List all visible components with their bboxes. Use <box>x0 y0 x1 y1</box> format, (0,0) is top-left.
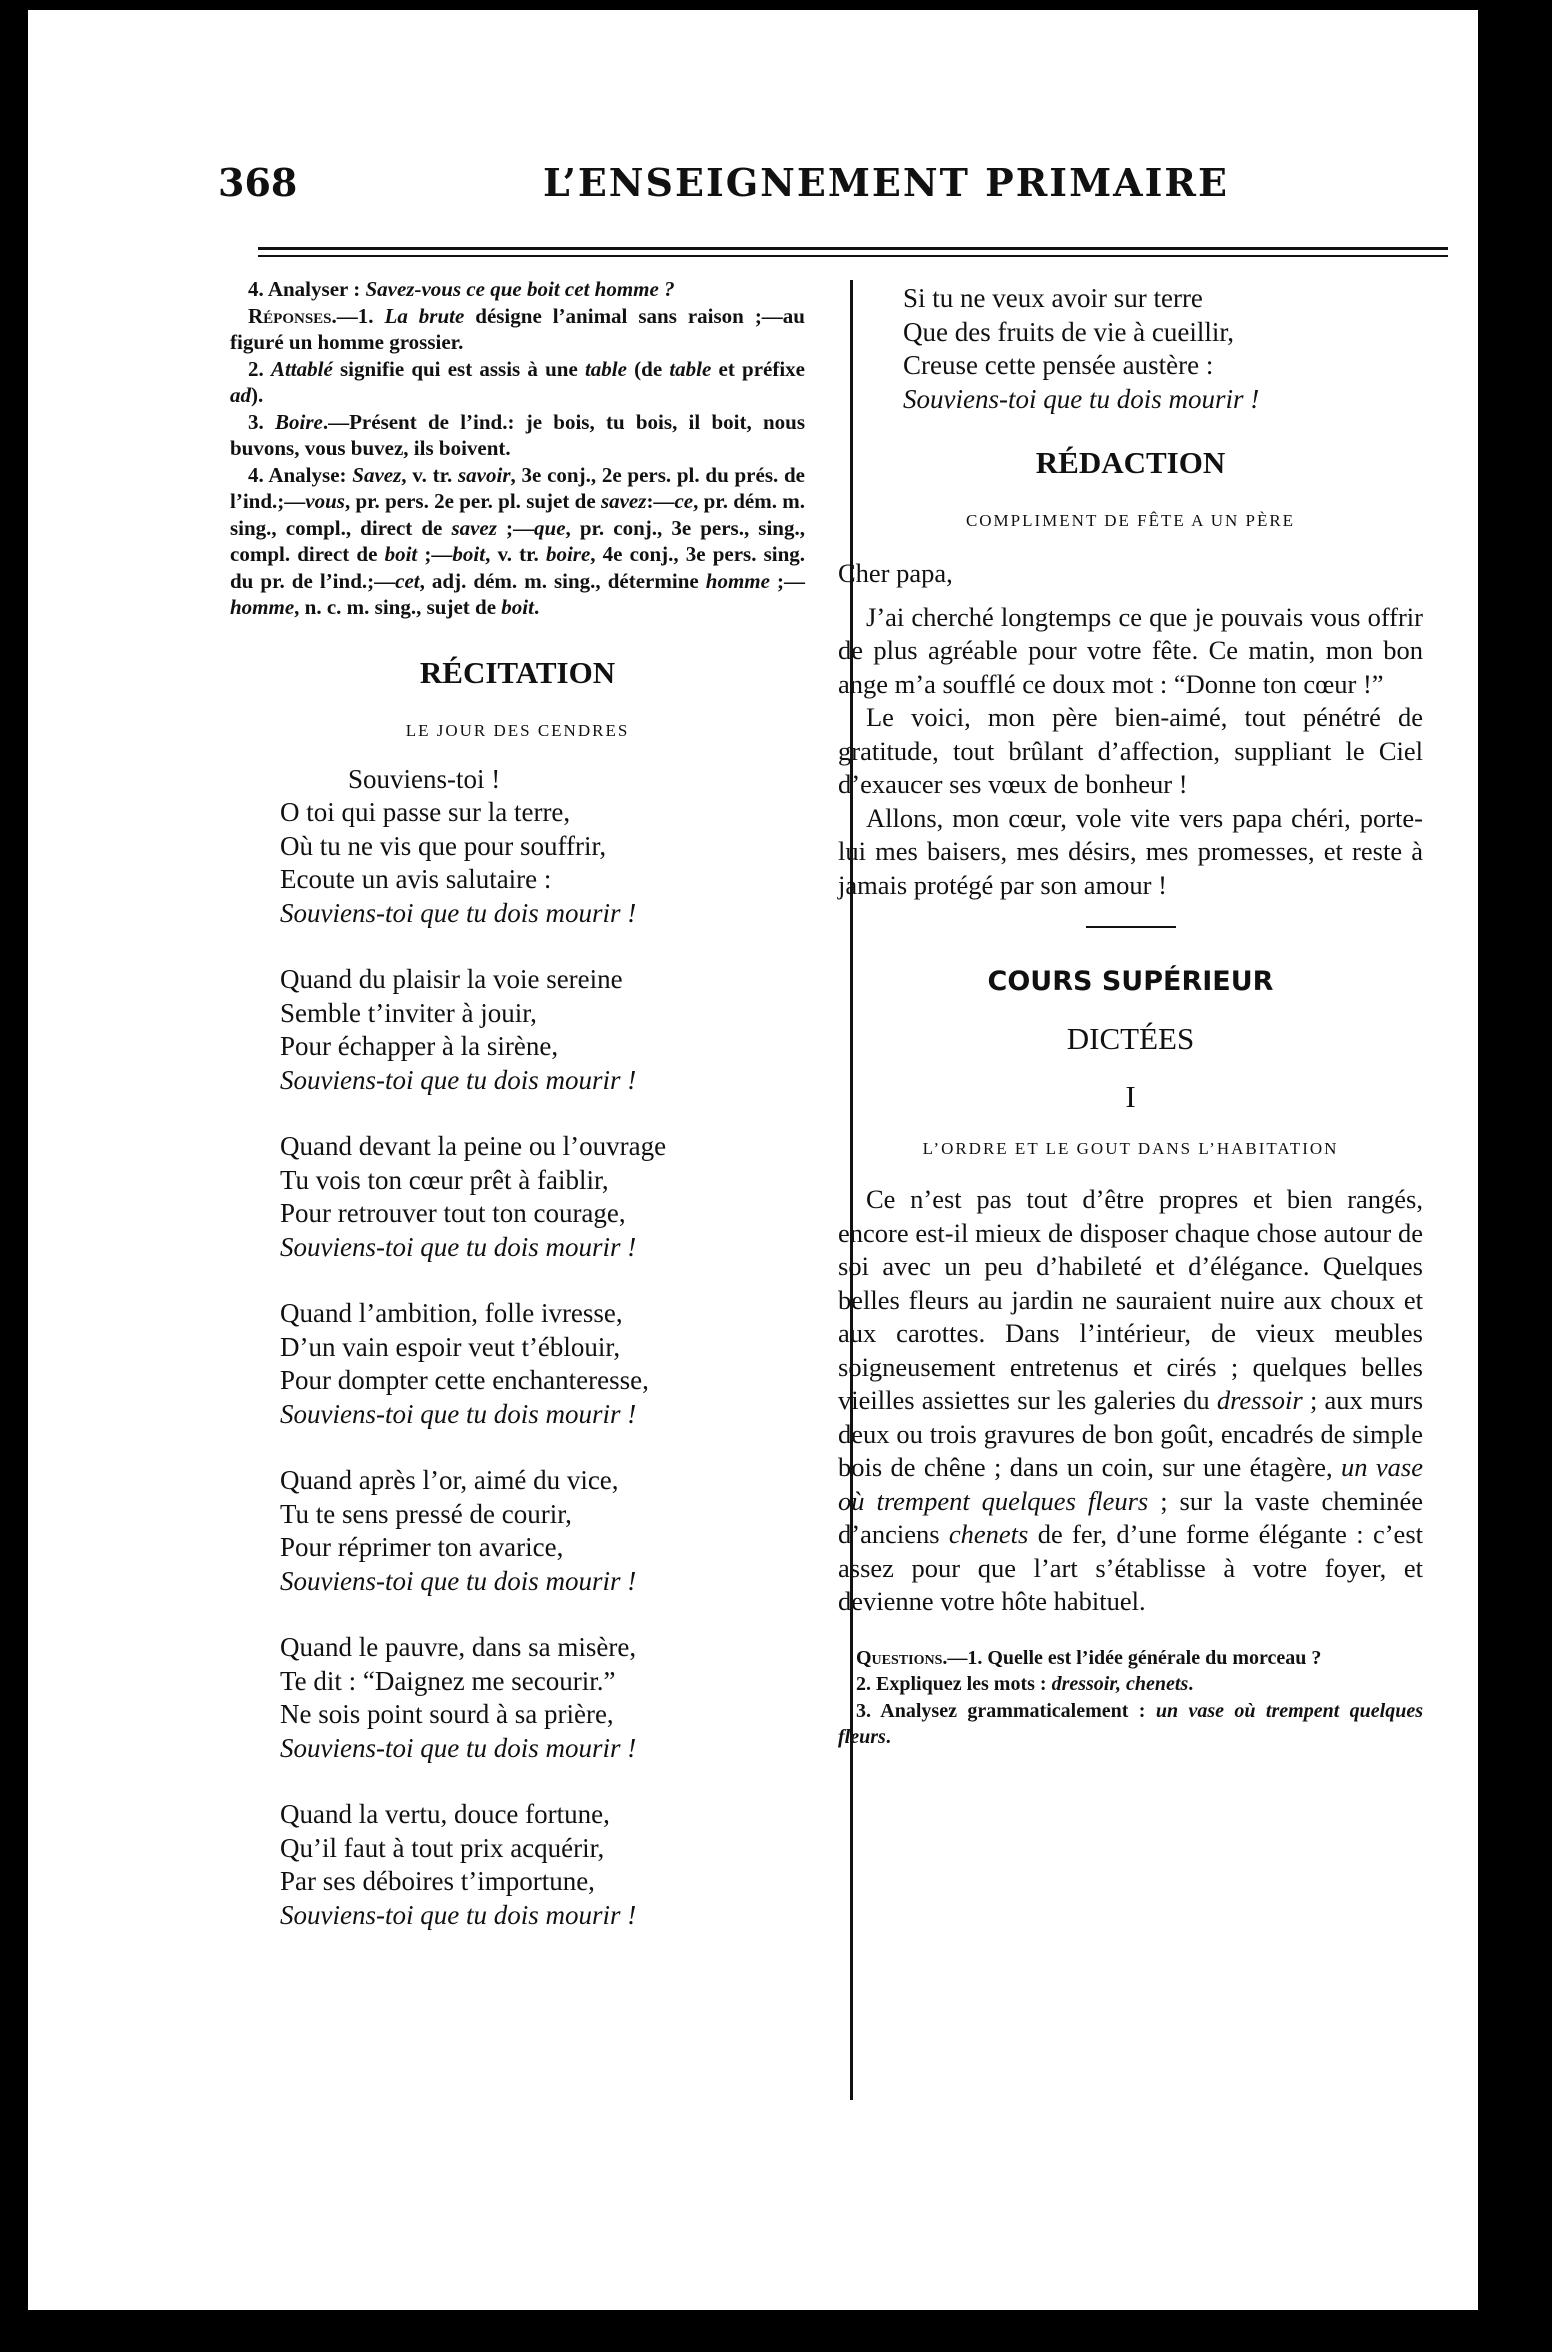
poem-line: Quand après l’or, aimé du vice, <box>280 1465 619 1495</box>
poem-line: Souviens-toi que tu dois mourir ! <box>280 1398 637 1429</box>
poem-line: Semble t’inviter à jouir, <box>280 997 537 1028</box>
poem-line: Quand le pauvre, dans sa misère, <box>280 1632 637 1662</box>
stanza <box>903 282 1423 416</box>
poem-line: Pour échapper à la sirène, <box>280 1031 559 1061</box>
poem-line: Souviens-toi que tu dois mourir ! <box>280 1064 637 1095</box>
dictee-number: I <box>1125 1079 1136 1114</box>
poem-line: Creuse cette pensée austère : <box>903 350 1214 380</box>
text-run: Réponses <box>248 303 332 328</box>
salutation: Cher papa, <box>838 558 953 588</box>
text-run: , v. tr. <box>485 542 546 566</box>
text-run: , adj. dém. m. sing., détermine <box>419 568 706 593</box>
text-run: homme <box>230 595 295 619</box>
text-run: boit <box>501 595 534 619</box>
text-run: .—1. <box>331 303 385 328</box>
letter-body <box>838 601 1423 903</box>
text-run: que <box>534 515 566 540</box>
text-run: savoir <box>458 462 511 487</box>
text-run: ad <box>230 383 251 407</box>
poem-line: Pour retrouver tout ton courage, <box>280 1198 626 1228</box>
text-run: 4. Analyser : <box>248 277 366 301</box>
poem-line: Quand la vertu, douce fortune, <box>280 1799 610 1829</box>
stanza <box>280 1464 805 1598</box>
text-run: vous <box>305 489 345 513</box>
right-column <box>838 282 1423 1751</box>
text-run: 4. Analyse: <box>248 462 353 487</box>
page-number: 368 <box>218 160 298 205</box>
text-run: , 4e conj., 3e pers. sing. du pr. de l’ind.;— <box>230 542 806 593</box>
text-run: un vase où trempent quelques fleurs <box>838 1452 1423 1516</box>
poem <box>230 796 805 1932</box>
text-run: ;— <box>769 568 805 593</box>
text-run: ;— <box>496 515 535 540</box>
text-run: 3. Analysez grammaticalement : <box>856 1699 1156 1722</box>
text-run: . <box>533 595 540 619</box>
text-run: table <box>669 356 712 381</box>
text-run: Attablé <box>270 356 333 381</box>
header-rule <box>258 247 1448 250</box>
question-item <box>838 1645 1423 1672</box>
letter-paragraph: Le voici, mon père bien-aimé, tout pénétré de gratitude, tout brûlant d’affection, suppliant le Ciel d’exaucer ses vœux de bonheur ! <box>838 702 1423 799</box>
poem-line: Souviens-toi que tu dois mourir ! <box>903 383 1260 414</box>
text-run: boire <box>545 542 591 566</box>
poem-line: D’un vain espoir veut t’éblouir, <box>280 1331 621 1362</box>
header-rule-thin <box>258 255 1448 257</box>
poem-line: Souviens-toi que tu dois mourir ! <box>280 1899 637 1930</box>
text-run: 2. <box>248 356 271 381</box>
text-run: La brute <box>384 303 465 328</box>
left-column <box>230 276 805 1932</box>
poem-opening: Souviens-toi ! <box>348 763 501 794</box>
answers-notes <box>230 276 805 621</box>
letter-paragraph: J’ai cherché longtemps ce que je pouvais vous offrir de plus agréable pour votre fête. Ce matin, mon bon ange m’a soufflé ce doux mot : “Donne ton cœur !” <box>838 601 1423 699</box>
text-run: Ce n’est pas tout d’être propres et bien rangés, encore est-il mieux de disposer chaque chose autour de soi avec un peu d’habileté et d’élégance. Quelques belles fleurs au jardin ne sauraient nuire aux choux et aux carottes. Dans l’intérieur, de vieux meubles soigneusement entretenus et cirés ; quelques belles vieilles assiettes sur les galeries du <box>838 1184 1423 1415</box>
poem-last-stanza <box>838 282 1423 416</box>
letter-paragraph: Allons, mon cœur, vole vite vers papa chéri, porte-lui mes baisers, mes désirs, mes promesses, et reste à jamais protégé par son amour ! <box>838 802 1423 900</box>
poem-line: Par ses déboires t’importune, <box>280 1866 595 1896</box>
poem-line: Pour dompter cette enchanteresse, <box>280 1365 649 1395</box>
text-run: savez <box>451 515 497 540</box>
dictees-title: DICTÉES <box>1066 1021 1195 1056</box>
text-run: de fer, d’une forme élégante : c’est assez pour que l’art s’établisse à votre foyer, et devienne votre hôte habituel. <box>838 1519 1423 1616</box>
text-run: , 3e conj., 2e pers. pl. du prés. de l’ind.;— <box>230 462 805 513</box>
redaction-title: RÉDACTION <box>1035 445 1226 480</box>
poem-line: Si tu ne veux avoir sur terre <box>903 283 1203 313</box>
poem-line: Que des fruits de vie à cueillir, <box>903 316 1235 347</box>
text-run: ;— <box>417 542 453 566</box>
redaction-subtitle: COMPLIMENT DE FÊTE A UN PÈRE <box>965 511 1296 530</box>
note-paragraph <box>230 276 805 303</box>
text-run: signifie qui est assis à une <box>332 356 585 381</box>
text-run: table <box>584 356 627 381</box>
text-run: .—Présent de l’ind.: je bois, tu bois, il boit, nous buvons, vous buvez, ils boivent. <box>230 409 806 460</box>
dictee-text <box>838 1183 1423 1619</box>
note-paragraph <box>230 462 805 621</box>
text-run: .—1. Quelle est l’idée générale du morceau ? <box>942 1646 1322 1669</box>
question-item <box>838 1671 1423 1698</box>
text-run: , pr. conj., 3e pers., sing., compl. direct de <box>230 515 805 566</box>
stanza <box>280 963 805 1097</box>
poem-line: Ne sois point sourd à sa prière, <box>280 1699 614 1729</box>
text-run: Questions <box>856 1646 943 1669</box>
text-run: boit <box>384 542 418 566</box>
text-run: chenets <box>948 1519 1029 1549</box>
text-run: boit <box>452 542 486 566</box>
text-run: un vase où trempent quelques fleurs <box>838 1699 1423 1748</box>
stanza <box>280 1297 805 1431</box>
poem-line: Tu vois ton cœur prêt à faiblir, <box>280 1164 609 1195</box>
poem-line: Souviens-toi que tu dois mourir ! <box>280 1732 637 1763</box>
text-run: dressoir, chenets <box>1051 1673 1189 1695</box>
stanza <box>280 796 805 930</box>
poem-line: Quand devant la peine ou l’ouvrage <box>280 1131 667 1161</box>
note-paragraph <box>230 303 805 356</box>
poem-line: Souviens-toi que tu dois mourir ! <box>280 897 637 928</box>
text-run: ; sur la vaste cheminée d’anciens <box>838 1485 1423 1549</box>
poem-line: Tu te sens pressé de courir, <box>280 1498 572 1529</box>
text-run: , pr. pers. 2e per. pl. sujet de <box>344 489 601 513</box>
text-run: ; aux murs deux ou trois gravures de bon goût, encadrés de simple bois de chêne ; dans un coin, sur une étagère, <box>838 1385 1424 1482</box>
stanza <box>280 1798 805 1932</box>
text-run: , v. tr. <box>401 462 458 487</box>
stanza <box>280 1130 805 1264</box>
text-run: homme <box>705 568 770 593</box>
text-run: dressoir <box>1216 1385 1303 1415</box>
text-run: désigne l’animal sans raison ;—au figuré un homme grossier. <box>230 303 805 354</box>
poem-line: Qu’il faut à tout prix acquérir, <box>280 1832 605 1863</box>
recitation-title: RÉCITATION <box>419 654 616 690</box>
section-title: COURS SUPÉRIEUR <box>987 966 1274 997</box>
text-run: et préfixe <box>711 356 805 381</box>
poem-line: O toi qui passe sur la terre, <box>280 797 571 827</box>
text-run: (de <box>626 356 670 381</box>
text-run: 3. <box>248 409 275 434</box>
note-paragraph <box>230 409 805 462</box>
stanza <box>280 1631 805 1765</box>
question-item <box>838 1698 1423 1751</box>
note-paragraph <box>230 356 805 409</box>
text-run: ce <box>674 489 694 513</box>
poem-line: Quand l’ambition, folle ivresse, <box>280 1298 623 1328</box>
poem-line: Pour réprimer ton avarice, <box>280 1532 564 1562</box>
questions <box>838 1645 1423 1751</box>
poem-line: Où tu ne vis que pour souffrir, <box>280 830 607 861</box>
text-run: . <box>1188 1673 1194 1695</box>
text-run: , pr. dém. m. sing., compl., direct de <box>230 489 806 540</box>
poem-line: Quand du plaisir la voie sereine <box>280 964 623 994</box>
running-title: L’ENSEIGNEMENT PRIMAIRE <box>543 160 1229 205</box>
text-run: ). <box>251 383 264 407</box>
dictee-subtitle: L’ORDRE ET LE GOUT DANS L’HABITATION <box>922 1139 1339 1158</box>
text-run: 2. Expliquez les mots : <box>856 1673 1052 1695</box>
recitation-subtitle: LE JOUR DES CENDRES <box>405 720 630 740</box>
text-run: Boire <box>275 409 323 434</box>
poem-line: Souviens-toi que tu dois mourir ! <box>280 1565 637 1596</box>
text-run: :— <box>646 489 675 513</box>
text-run: . <box>885 1726 891 1748</box>
text-run: Savez <box>352 462 402 487</box>
poem-line: Te dit : “Daignez me secourir.” <box>280 1665 616 1696</box>
poem-line: Ecoute un avis salutaire : <box>280 864 552 894</box>
text-run: , n. c. m. sing., sujet de <box>294 595 502 619</box>
poem-line: Souviens-toi que tu dois mourir ! <box>280 1231 637 1262</box>
text-run: cet <box>395 568 420 593</box>
text-run: savez <box>600 489 647 513</box>
text-run: Savez-vous ce que boit cet homme ? <box>365 277 675 301</box>
